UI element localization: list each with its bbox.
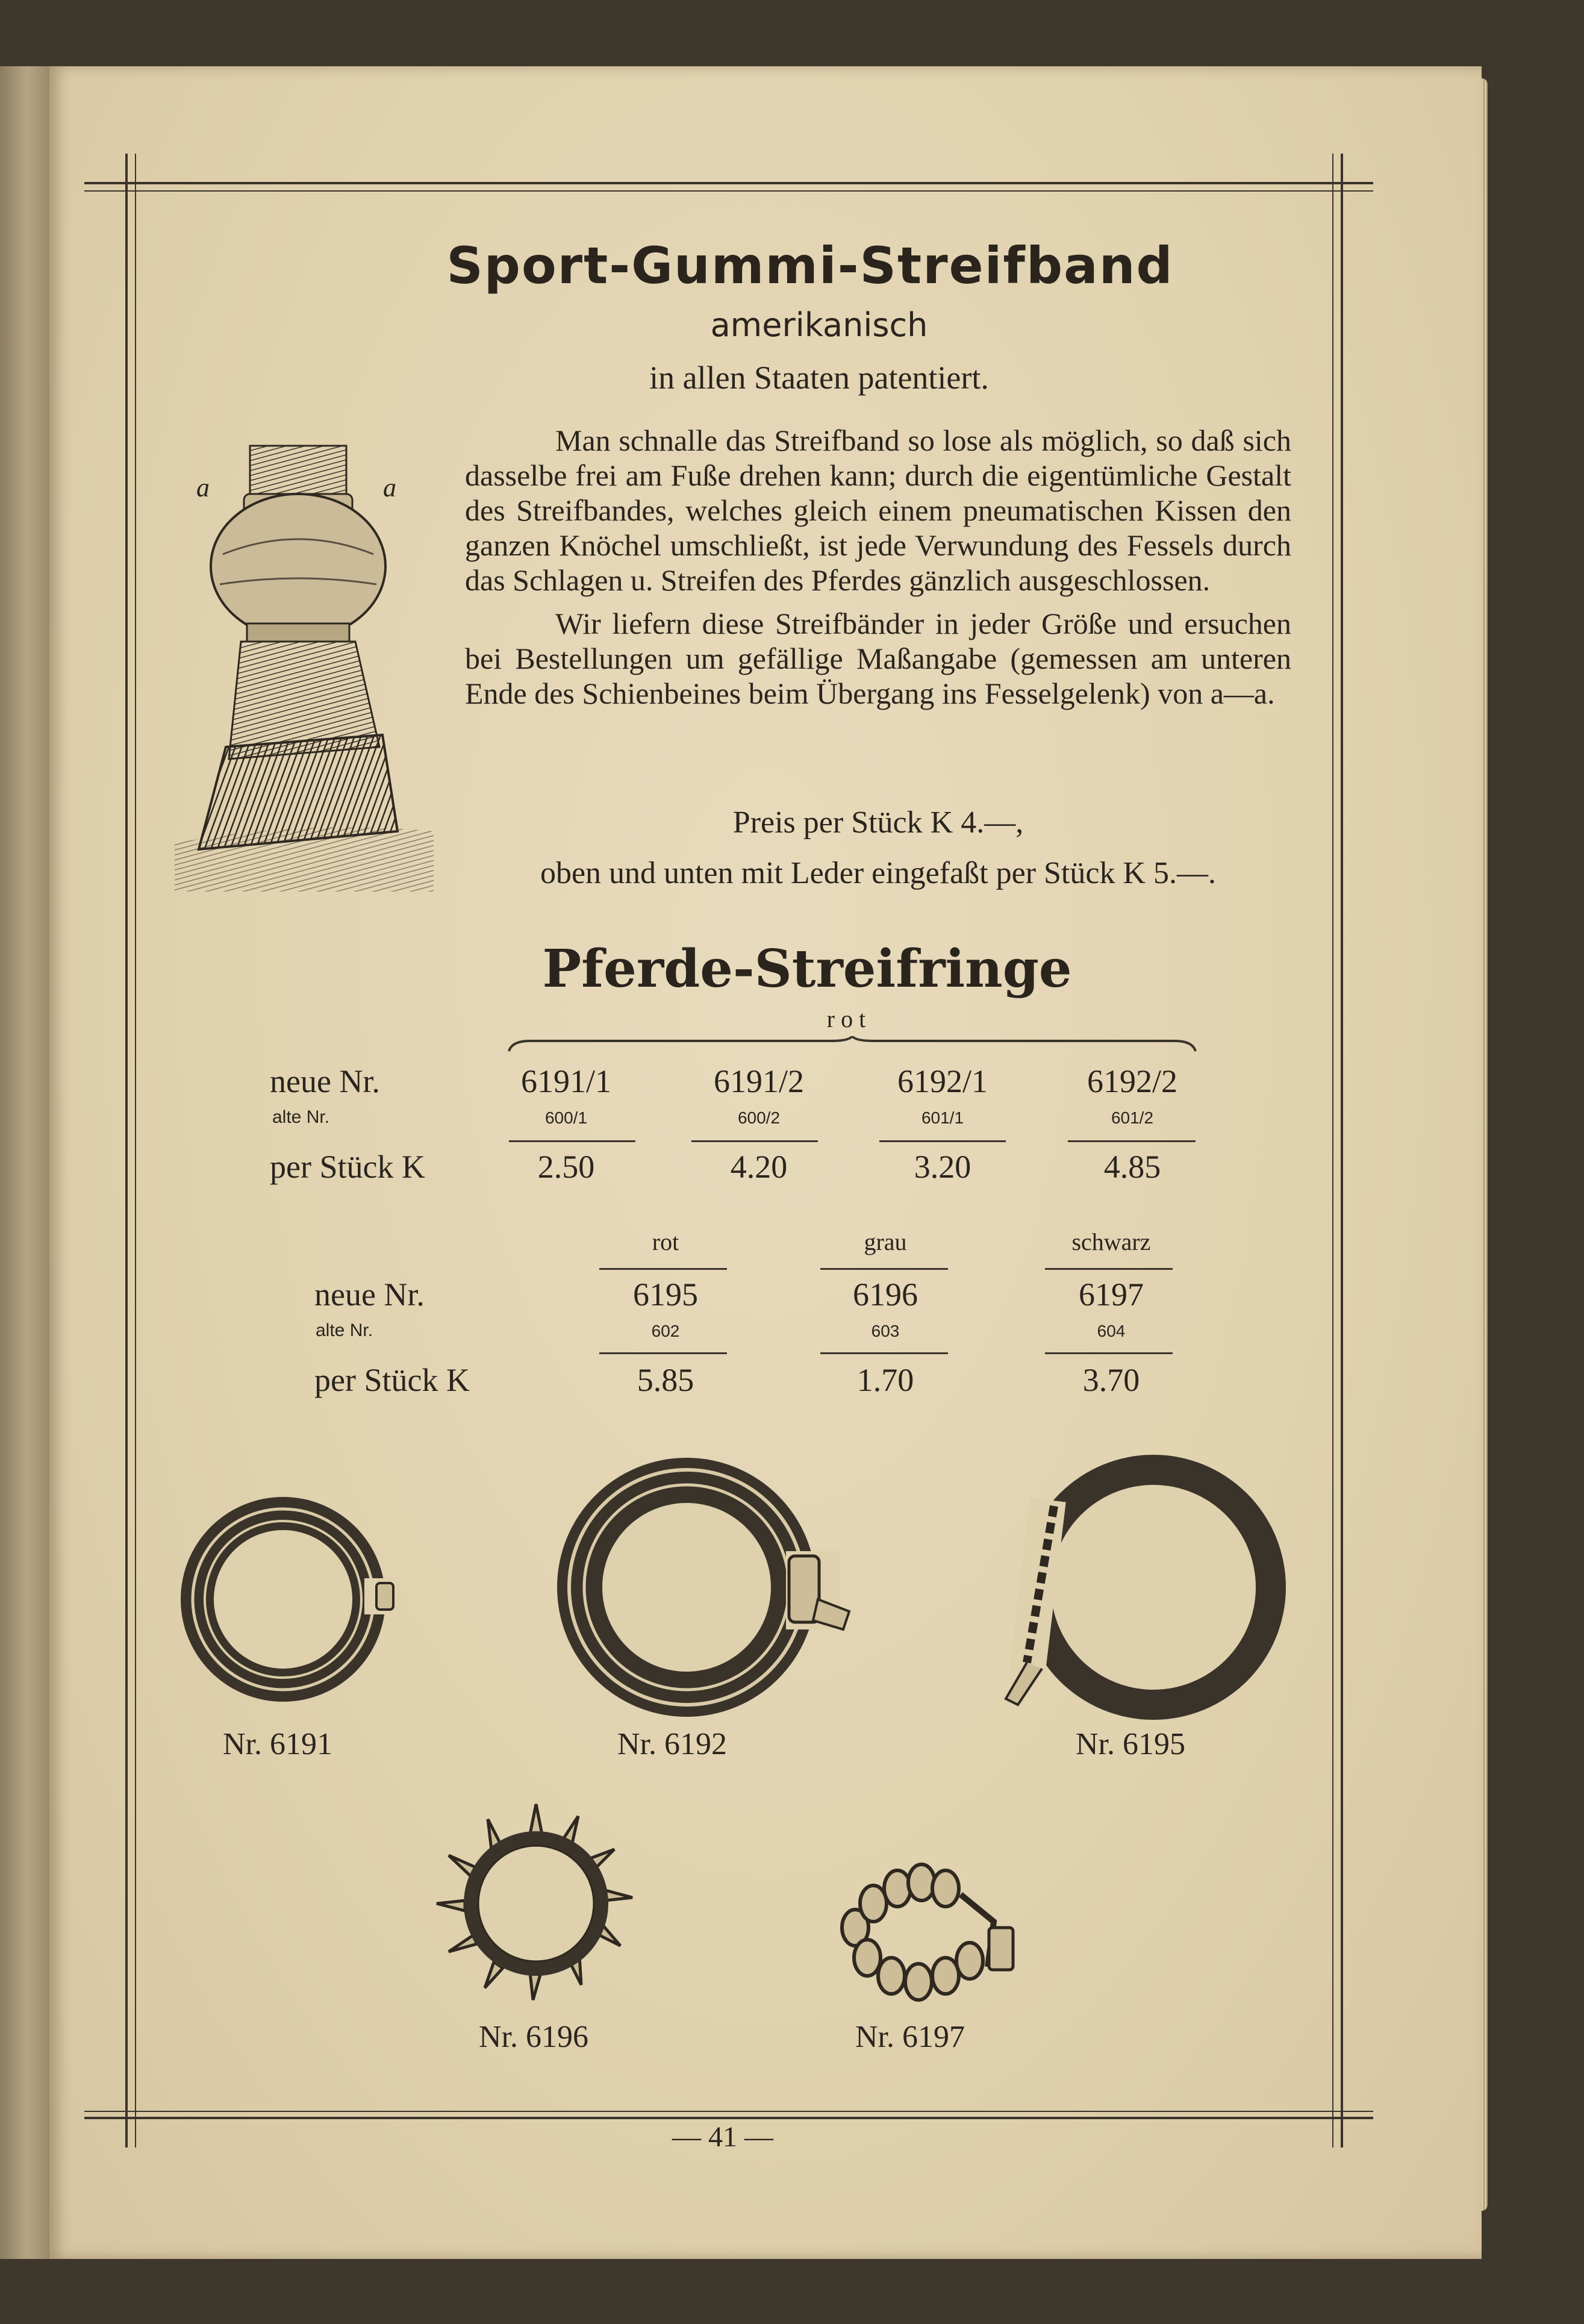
table2-new-nr: 6196 (853, 1276, 918, 1313)
figure-caption: Nr. 6192 (617, 1727, 727, 1761)
table2-label-old: alte Nr. (316, 1320, 373, 1340)
table1-old-nr: 601/1 (921, 1108, 964, 1127)
table1-label-price: per Stück K (270, 1149, 425, 1185)
table2-rule (599, 1268, 727, 1270)
table1-new-nr: 6191/2 (713, 1063, 804, 1099)
table2-color: rot (652, 1228, 679, 1255)
table2-rule (1045, 1268, 1173, 1270)
table1-brace (506, 1036, 1199, 1054)
table2-color: grau (864, 1228, 907, 1255)
patent-note: in allen Staaten patentiert. (649, 360, 989, 396)
table2-old-nr: 602 (651, 1322, 680, 1340)
frame-left-rule (125, 154, 128, 2148)
price-line-1: Preis per Stück K 4.—, (732, 805, 1024, 840)
table1-label-new: neue Nr. (270, 1063, 380, 1099)
table2-price: 3.70 (1082, 1362, 1140, 1398)
page-title: Sport-Gummi-Streifband (446, 236, 1174, 295)
page-number: — 41 — (672, 2121, 773, 2153)
hoof-boot-illustration (163, 434, 446, 916)
ring-6196-illustration (422, 1792, 650, 2009)
table2-color: schwarz (1071, 1228, 1151, 1255)
table2-rule (1045, 1352, 1173, 1354)
table2-new-nr: 6195 (633, 1276, 698, 1313)
table1-rule (509, 1140, 635, 1142)
table1-old-nr: 600/2 (737, 1108, 781, 1127)
table1-rule (879, 1140, 1006, 1142)
ring-6197-illustration (831, 1861, 1024, 2012)
table2-old-nr: 604 (1097, 1322, 1126, 1340)
table1-new-nr: 6192/1 (897, 1063, 988, 1099)
table1-rule (1068, 1140, 1196, 1142)
measure-label-right: a (383, 473, 396, 502)
frame-right-rule (1341, 154, 1343, 2148)
price-line-2: oben und unten mit Leder eingefaßt per Stück K 5.—. (540, 856, 1217, 890)
figure-caption: Nr. 6197 (855, 2020, 965, 2054)
table2-rule (820, 1352, 948, 1354)
table1-old-nr: 600/1 (544, 1108, 588, 1127)
section-title: Pferde-Streifringe (542, 939, 1072, 999)
measure-label-left: a (196, 473, 210, 502)
ring-6192-illustration (548, 1449, 861, 1726)
table1-price: 2.50 (537, 1149, 595, 1185)
table1-label-old: alte Nr. (272, 1107, 330, 1127)
description-paragraph-2: Wir liefern diese Streifbänder in jeder Größe und ersuchen bei Bestellungen um gefällige Maßangabe (gemessen am unteren Ende des Schienbeines beim Übergang ins Fesselgelenk) von a—a. (465, 607, 1291, 710)
table1-price: 4.20 (730, 1149, 788, 1185)
frame-top-rule-thin (84, 190, 1373, 192)
table2-label-price: per Stück K (314, 1362, 470, 1398)
description-paragraph-1: Man schnalle das Streifband so lose als möglich, so daß sich dasselbe frei am Fuße drehen kann; durch die eigentümliche Gestalt des Streifbandes, welches gleich einem pneumatischen Kissen den ganzen Knöchel umschließt, ist jede Verwundung des Fessels durch das Schlagen u. Streifen des Pferdes gänzlich ausgeschlossen. (465, 423, 1291, 597)
table1-new-nr: 6191/1 (520, 1063, 611, 1099)
frame-left-rule-thin (135, 154, 136, 2148)
table2-rule (820, 1268, 948, 1270)
table2-price: 1.70 (856, 1362, 914, 1398)
figure-caption: Nr. 6195 (1076, 1727, 1185, 1761)
subtitle: amerikanisch (710, 306, 928, 344)
figure-caption: Nr. 6196 (479, 2020, 588, 2054)
frame-right-rule-thin (1332, 154, 1333, 2148)
ring-6191-illustration (169, 1488, 410, 1717)
table2-new-nr: 6197 (1079, 1276, 1144, 1313)
table1-price: 3.20 (914, 1149, 971, 1185)
table2-label-new: neue Nr. (314, 1276, 425, 1313)
ring-6195-illustration (994, 1446, 1289, 1729)
table1-rule (691, 1140, 818, 1142)
table2-rule (599, 1352, 727, 1354)
table2-price: 5.85 (637, 1362, 694, 1398)
description-text (465, 423, 1291, 711)
table1-price: 4.85 (1103, 1149, 1161, 1185)
table1-new-nr: 6192/2 (1087, 1063, 1177, 1099)
frame-bottom-rule-thin (84, 2111, 1373, 2112)
frame-top-rule (84, 182, 1373, 184)
table2-old-nr: 603 (871, 1322, 900, 1340)
table1-old-nr: 601/2 (1111, 1108, 1154, 1127)
table1-group-label: rot (826, 1005, 872, 1032)
frame-bottom-rule (84, 2117, 1373, 2119)
figure-caption: Nr. 6191 (223, 1727, 332, 1761)
